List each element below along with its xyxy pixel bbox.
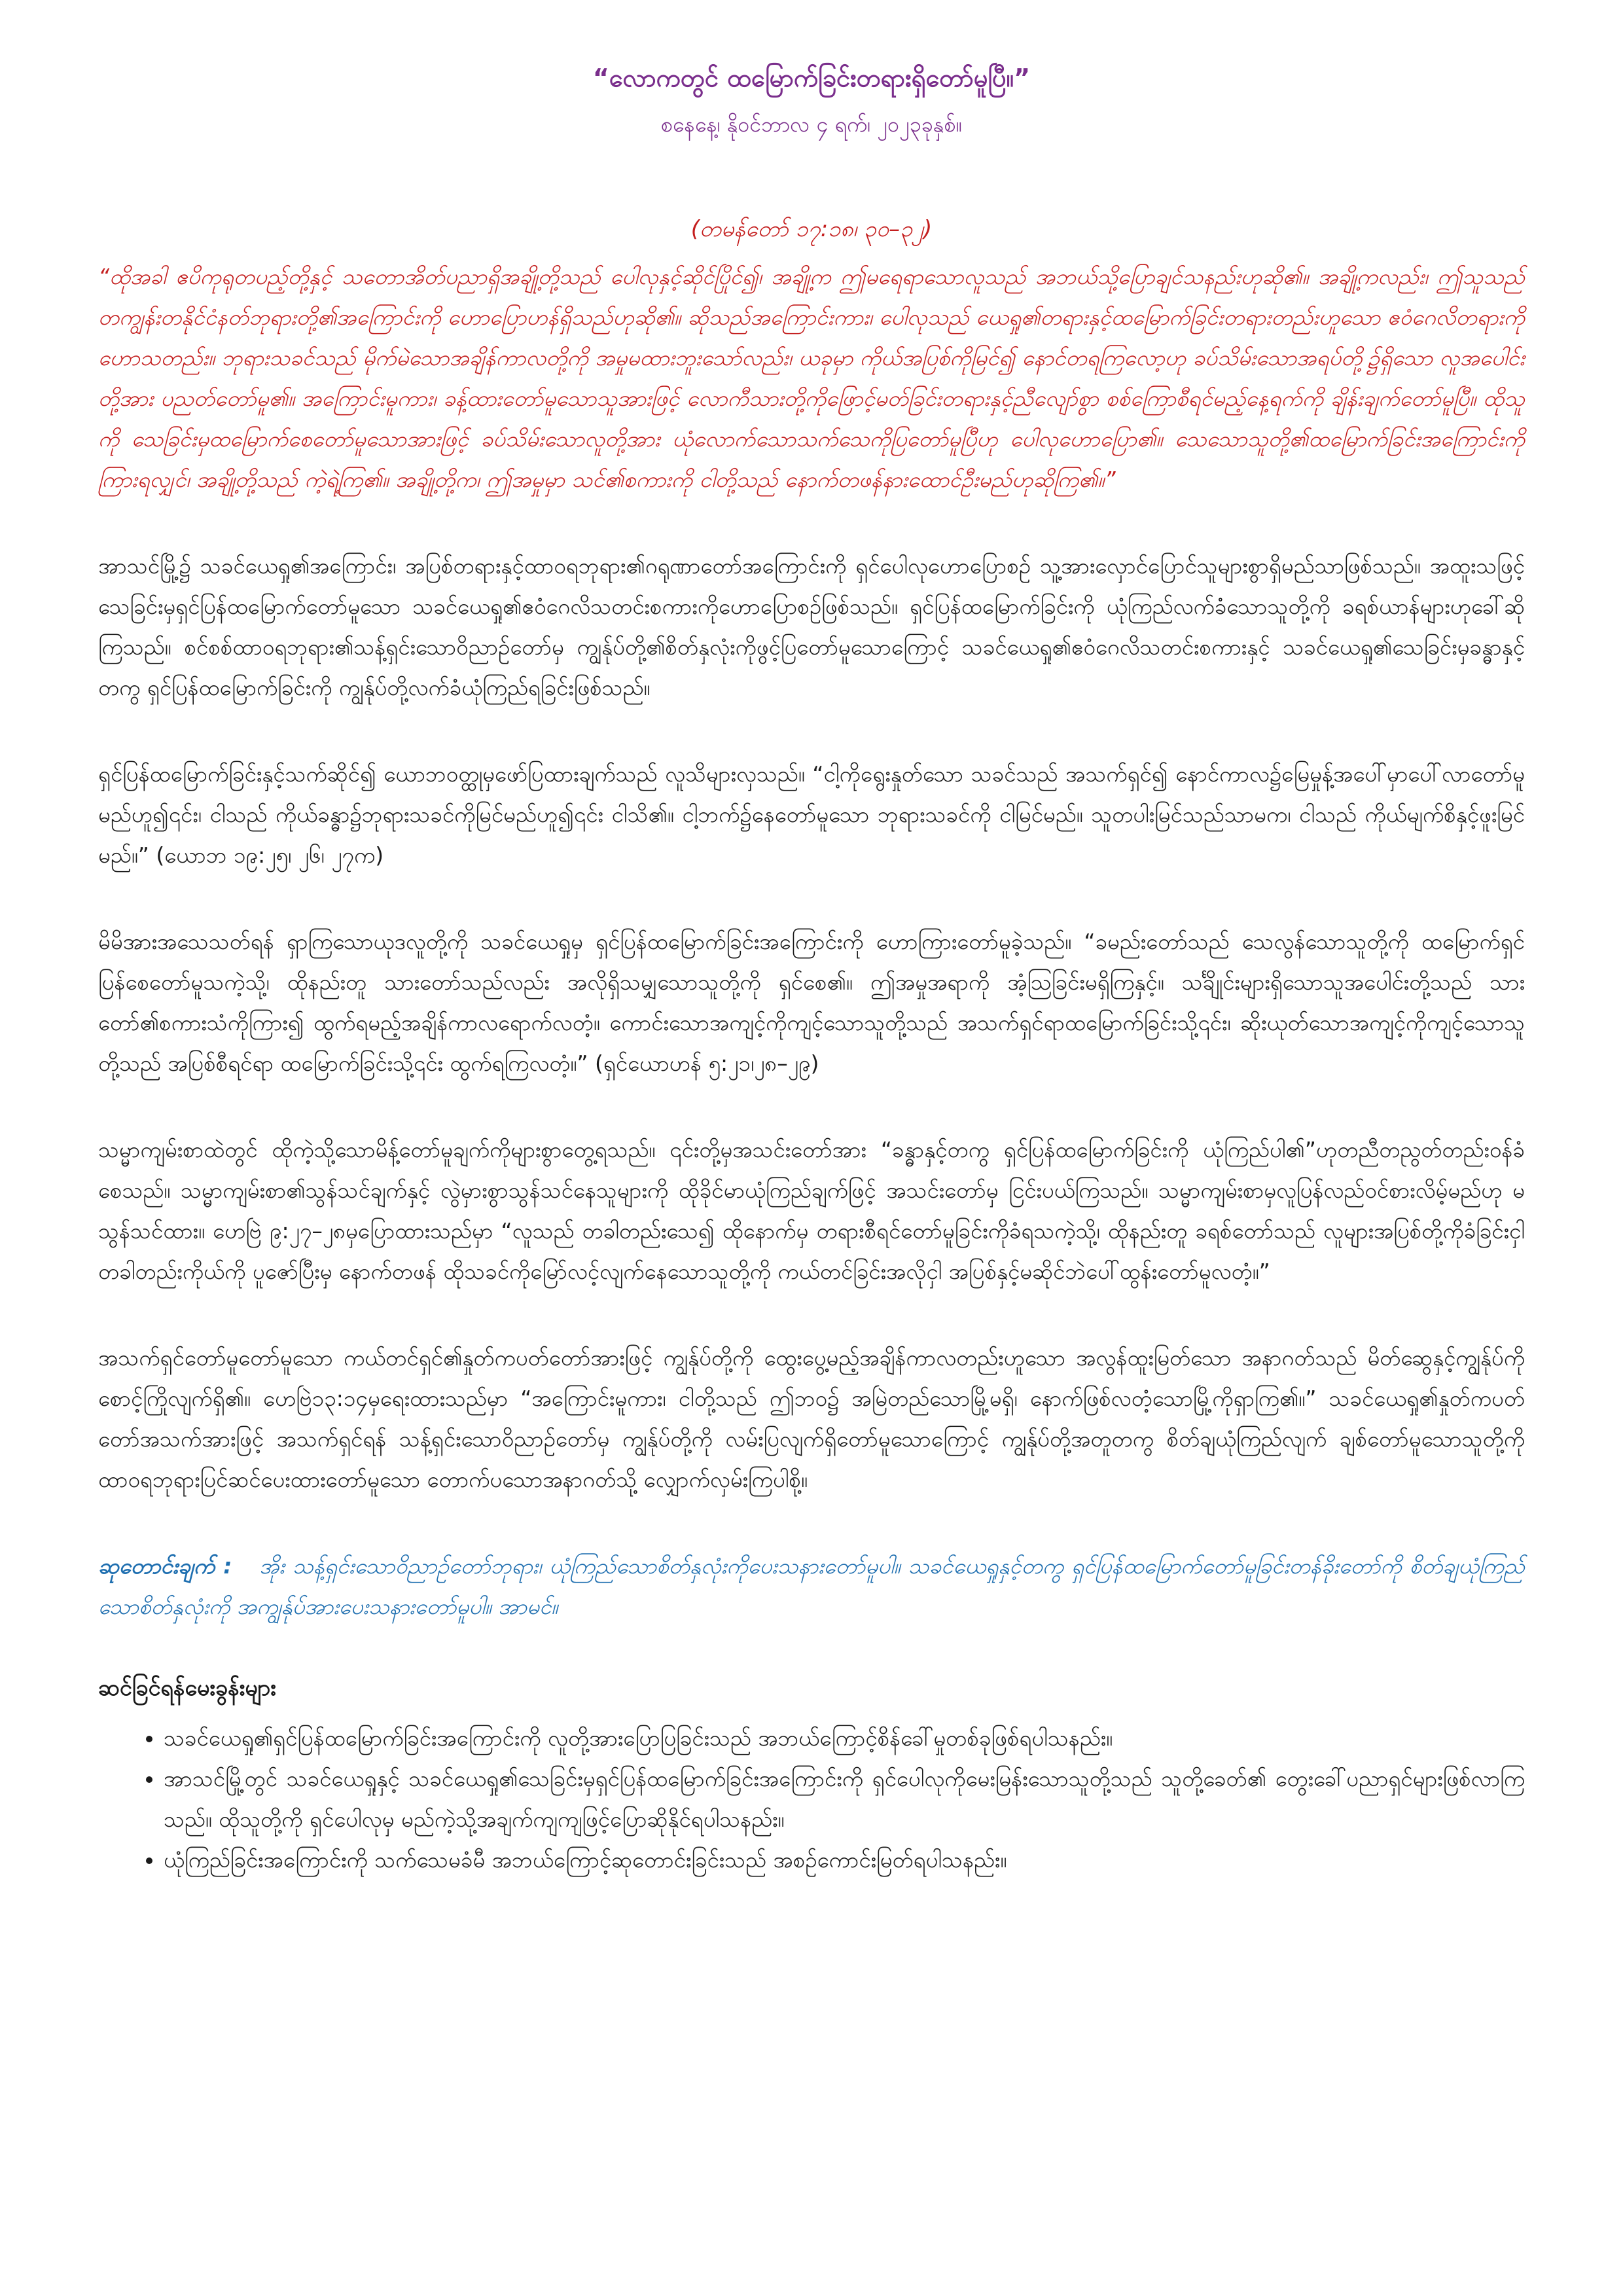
prayer-text: အိုး သန့်ရှင်းသောဝိညာဉ်တော်ဘုရား၊ ယုံကြည်သောစိတ်နှလုံးကိုပေးသနားတော်မူပါ။ သခင်ယေရှုနှင့်တကွ ရှင်ပြန်ထမြောက်တော်မူခြင်းတန်ခိုးတော်ကို စိတ်ချယုံကြည်သောစိတ်နှလုံးကို အကျွန်ုပ်အားပေးသနားတော်မူပါ။ အာမင်။ xyxy=(98,1553,1525,1619)
scripture-reference: (တမန်တော် ၁၇:၁၈၊ ၃၀–၃၂) xyxy=(690,216,933,242)
body-paragraph: အသက်ရှင်တော်မူတော်မူသော ကယ်တင်ရှင်၏နှုတ်ကပတ်တော်အားဖြင့် ကျွန်ုပ်တို့ကို ထွေးပွေ့မည့်အချိန်ကာလတည်းဟူသော အလွန်ထူးမြတ်သော အနာဂတ်သည် မိတ်ဆွေနှင့်ကျွန်ုပ်ကိုစောင့်ကြိုလျက်ရှိ၏။ ဟေဗြဲ၁၃:၁၄မှရေးထားသည်မှာ “အကြောင်းမူကား၊ ငါတို့သည် ဤဘဝ၌ အမြဲတည်သောမြို့မရှိ၊ နောက်ဖြစ်လတံ့သောမြို့ကိုရှာကြ၏။” သခင်ယေရှု၏နှုတ်ကပတ်တော်အသက်အားဖြင့် အသက်ရှင်ရန် သန့်ရှင်းသောဝိညာဉ်တော်မှ ကျွန်ုပ်တို့ကို လမ်းပြလျက်ရှိတော်မူသောကြောင့် ကျွန်ုပ်တို့အတူတကွ စိတ်ချယုံကြည်လျက် ချစ်တော်မူသောသူတို့ကို ထာဝရဘုရားပြင်ဆင်ပေးထားတော်မူသော တောက်ပသောအနာဂတ်သို့ လျှောက်လှမ်းကြပါစို့။ xyxy=(98,1345,1525,1492)
prayer-label: ဆုတောင်းချက် : xyxy=(98,1553,232,1579)
date-line: စနေနေ့၊ နိုဝင်ဘာလ ၄ ရက်၊ ၂၀၂၃ခုနှစ်။ xyxy=(660,112,963,137)
body-paragraph: မိမိအားအသေသတ်ရန် ရှာကြသောယုဒလူတို့ကို သခင်ယေရှုမှ ရှင်ပြန်ထမြောက်ခြင်းအကြောင်းကို ဟောကြားတော်မူခဲ့သည်။ “ခမည်းတော်သည် သေလွန်သောသူတို့ကို ထမြောက်ရှင်ပြန်စေတော်မူသကဲ့သို့၊ ထိုနည်းတူ သားတော်သည်လည်း အလိုရှိသမျှသောသူတို့ကို ရှင်စေ၏။ ဤအမှုအရာကို အံ့ဩခြင်းမရှိကြနှင့်။ သင်္ချိုင်းများရှိသောသူအပေါင်းတို့သည် သားတော်၏စကားသံကိုကြား၍ ထွက်ရမည့်အချိန်ကာလရောက်လတံ့။ ကောင်းသောအကျင့်ကိုကျင့်သောသူတို့သည် အသက်ရှင်ရာထမြောက်ခြင်းသို့၎င်း၊ ဆိုးယုတ်သောအကျင့်ကိုကျင့်သောသူတို့သည် အပြစ်စီရင်ရာ ထမြောက်ခြင်းသို့၎င်း ထွက်ရကြလတံ့။” (ရှင်ယောဟန် ၅:၂၁၊၂၈–၂၉) xyxy=(98,929,1525,1076)
body-paragraph: အာသင်မြို့၌ သခင်ယေရှု၏အကြောင်း၊ အပြစ်တရားနှင့်ထာဝရဘုရား၏ဂရုဏာတော်အကြောင်းကို ရှင်ပေါလုဟောပြောစဉ် သူ့အားလှောင်ပြောင်သူများစွာရှိမည်သာဖြစ်သည်။ အထူးသဖြင့် သေခြင်းမှရှင်ပြန်ထမြောက်တော်မူသော သခင်ယေရှု၏ဧဝံဂေလိသတင်းစကားကိုဟောပြောစဉ်ဖြစ်သည်။ ရှင်ပြန်ထမြောက်ခြင်းကို ယုံကြည်လက်ခံသောသူတို့ကို ခရစ်ယာန်များဟုခေါ်ဆိုကြသည်။ စင်စစ်ထာဝရဘုရား၏သန့်ရှင်းသောဝိညာဉ်တော်မှ ကျွန်ုပ်တို့၏စိတ်နှလုံးကိုဖွင့်ပြတော်မူသောကြောင့် သခင်ယေရှု၏ဧဝံဂေလိသတင်းစကားနှင့် သခင်ယေရှု၏သေခြင်းမှခန္ဓာနှင့်တကွ ရှင်ပြန်ထမြောက်ခြင်းကို ကျွန်ုပ်တို့လက်ခံယုံကြည်ရခြင်းဖြစ်သည်။ xyxy=(98,553,1525,700)
scripture-passage: “ထိုအခါ ဧပိကုရုတပည့်တို့နှင့် သတောအိတ်ပညာရှိအချို့တို့သည် ပေါလုနှင့်ဆိုင်ပြိုင်၍၊ အချို့က ဤမရေရာသောလူသည် အဘယ်သို့ပြောချင်သနည်းဟုဆို၏။ အချို့ကလည်း၊ ဤသူသည် တကျွန်းတနိုင်ငံနတ်ဘုရားတို့၏အကြောင်းကို ဟောပြောဟန်ရှိသည်ဟုဆို၏။ ဆိုသည်အကြောင်းကား၊ ပေါလုသည် ယေရှု၏တရားနှင့်ထမြောက်ခြင်းတရားတည်းဟူသော ဧဝံဂေလိတရားကိုဟောသတည်း။ ဘုရားသခင်သည် မိုက်မဲသောအချိန်ကာလတို့ကို အမှုမထားဘူးသော်လည်း၊ ယခုမှာ ကိုယ်အပြစ်ကိုမြင်၍ နောင်တရကြလော့ဟု ခပ်သိမ်းသောအရပ်တို့၌ရှိသော လူအပေါင်းတို့အား ပညတ်တော်မူ၏။ အကြောင်းမူကား၊ ခန့်ထားတော်မူသောသူအားဖြင့် လောကီသားတို့ကိုဖြောင့်မတ်ခြင်းတရားနှင့်ညီလျော်စွာ စစ်ကြောစီရင်မည့်နေ့ရက်ကို ချိန်းချက်တော်မူပြီ။ ထိုသူကို သေခြင်းမှထမြောက်စေတော်မူသောအားဖြင့် ခပ်သိမ်းသောလူတို့အား ယုံလောက်သောသက်သေကိုပြတော်မူပြီဟု ပေါလုဟောပြော၏။ သေသောသူတို့၏ထမြောက်ခြင်းအကြောင်းကို ကြားရလျှင်၊ အချို့တို့သည် ကဲ့ရဲ့ကြ၏။ အချို့တို့က၊ ဤအမှုမှာ သင်၏စကားကို ငါတို့သည် နောက်တဖန်နားထောင်ဦးမည်ဟုဆိုကြ၏။” xyxy=(98,264,1525,492)
question-item: • ယုံကြည်ခြင်းအကြောင်းကို သက်သေမခံမီ အဘယ်ကြောင့်ဆုတောင်းခြင်းသည် အစဉ်ကောင်းမြတ်ရပါသနည်း။ xyxy=(164,1840,1525,1880)
body-paragraph: ရှင်ပြန်ထမြောက်ခြင်းနှင့်သက်ဆိုင်၍ ယောဘဝတ္ထုမှဖော်ပြထားချက်သည် လူသိများလှသည်။ “ငါ့ကိုရွေးနှုတ်သော သခင်သည် အသက်ရှင်၍ နောင်ကာလ၌မြေမှုန့်အပေါ်မှာပေါ်လာတော်မူမည်ဟူ၍၎င်း၊ ငါသည် ကိုယ်ခန္ဓာ၌ဘုရားသခင်ကိုမြင်မည်ဟူ၍၎င်း ငါသိ၏။ ငါ့ဘက်၌နေတော်မူသော ဘုရားသခင်ကို ငါမြင်မည်။ သူတပါးမြင်သည်သာမက၊ ငါသည် ကိုယ်မျက်စိနှင့်ဖူးမြင်မည်။” (ယောဘ ၁၉:၂၅၊ ၂၆၊ ၂၇က) xyxy=(98,761,1525,868)
devotional-page xyxy=(98,62,1525,1880)
question-item: • သခင်ယေရှု၏ရှင်ပြန်ထမြောက်ခြင်းအကြောင်းကို လူတို့အားပြောပြခြင်းသည် အဘယ်ကြောင့်စိန်ခေါ်မှုတစ်ခုဖြစ်ရပါသနည်း။ xyxy=(164,1718,1525,1759)
question-item: • အာသင်မြို့တွင် သခင်ယေရှုနှင့် သခင်ယေရှု၏သေခြင်းမှရှင်ပြန်ထမြောက်ခြင်းအကြောင်းကို ရှင်ပေါလုကိုမေးမြန်းသောသူတို့သည် သူတို့ခေတ်၏ တွေးခေါ်ပညာရှင်များဖြစ်လာကြသည်။ ထိုသူတို့ကို ရှင်ပေါလုမှ မည်ကဲ့သို့အချက်ကျကျဖြင့်ပြောဆိုနိုင်ရပါသနည်း။ xyxy=(164,1759,1525,1840)
prayer-paragraph xyxy=(98,1546,1525,1627)
questions-list xyxy=(98,1718,1525,1880)
page-title: “လောကတွင် ထမြောက်ခြင်းတရားရှိတော်မူပြီ။” xyxy=(592,63,1031,92)
body-paragraph: သမ္မာကျမ်းစာထဲတွင် ထိုကဲ့သို့သောမိန့်တော်မူချက်ကိုများစွာတွေ့ရသည်။ ၎င်းတို့မှအသင်းတော်အား “ခန္ဓာနှင့်တကွ ရှင်ပြန်ထမြောက်ခြင်းကို ယုံကြည်ပါ၏”ဟုတညီတညွတ်တည်းဝန်ခံစေသည်။ သမ္မာကျမ်းစာ၏သွန်သင်ချက်နှင့် လွဲမှားစွာသွန်သင်နေသူများကို ထိုခိုင်မာယုံကြည်ချက်ဖြင့် အသင်းတော်မှ ငြင်းပယ်ကြသည်။ သမ္မာကျမ်းစာမှလူပြန်လည်ဝင်စားလိမ့်မည်ဟု မသွန်သင်ထား။ ဟေဗြဲ ၉:၂၇–၂၈မှပြောထားသည်မှာ “လူသည် တခါတည်းသေ၍ ထိုနောက်မှ တရားစီရင်တော်မူခြင်းကိုခံရသကဲ့သို့၊ ထိုနည်းတူ ခရစ်တော်သည် လူများအပြစ်တို့ကိုခံခြင်းငှါ တခါတည်းကိုယ်ကို ပူဇော်ပြီးမှ နောက်တဖန် ထိုသခင်ကိုမြော်လင့်လျက်နေသောသူတို့ကို ကယ်တင်ခြင်းအလိုငှါ အပြစ်နှင့်မဆိုင်ဘဲပေါ်ထွန်းတော်မူလတံ့။” xyxy=(98,1137,1525,1284)
questions-heading: ဆင်ခြင်ရန်မေးခွန်းများ xyxy=(98,1675,276,1701)
